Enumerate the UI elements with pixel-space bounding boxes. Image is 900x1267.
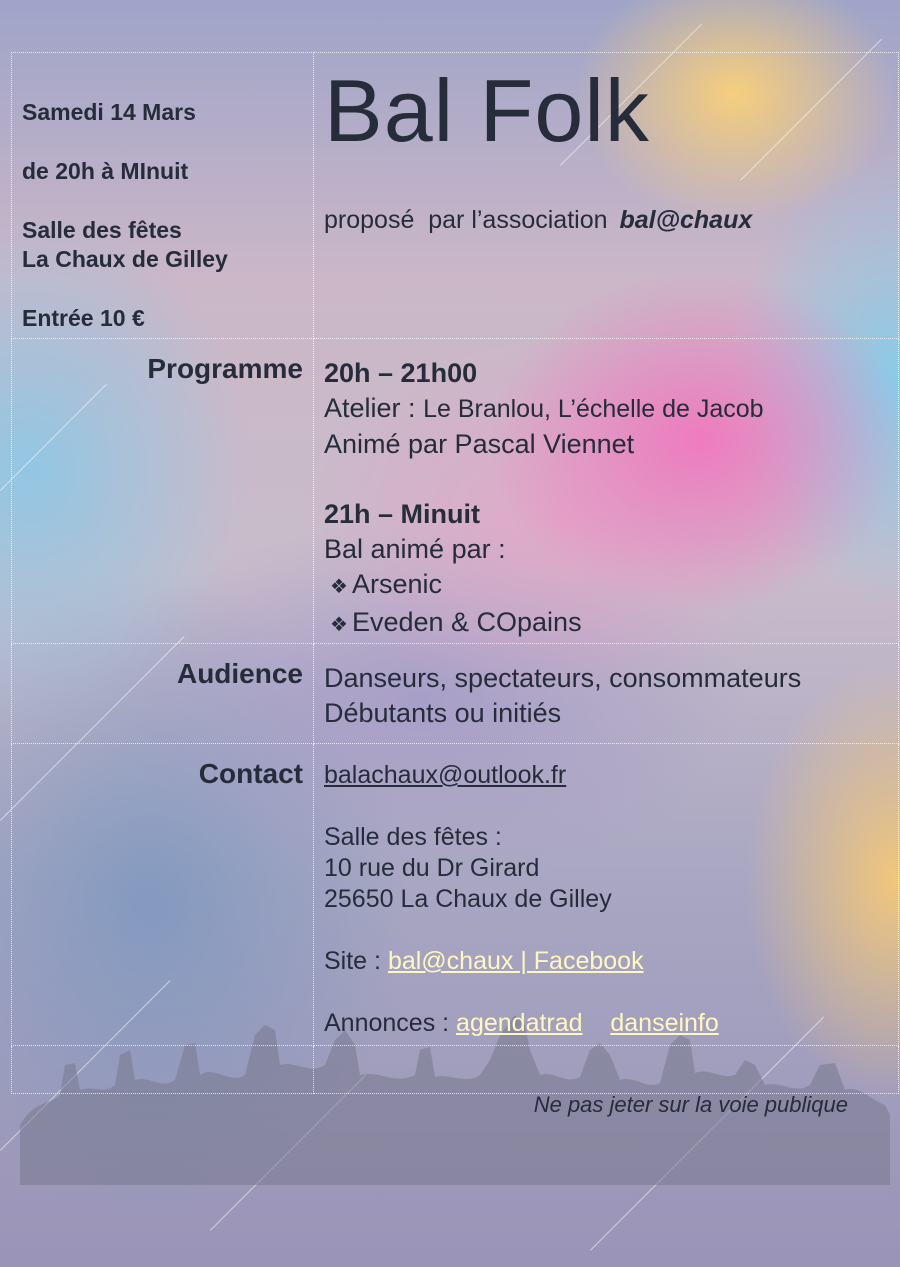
programme-slot1 [324,356,888,462]
audience-label-cell [12,644,314,744]
event-date: Samedi 14 Mars [22,99,196,125]
audience-line1: Danseurs, spectateurs, consommateurs [324,663,802,693]
slot2-intro: Bal animé par : [324,534,506,564]
audience-line2: Débutants ou initiés [324,698,562,728]
empty-cell [12,1046,314,1094]
event-time: de 20h à MInuit [22,158,189,184]
event-info-cell [12,53,314,339]
event-venue-line2: La Chaux de Gilley [22,246,228,272]
event-entry-price: Entrée 10 € [22,305,145,331]
address-city: 25650 La Chaux de Gilley [324,885,612,913]
contact-email-link[interactable]: balachaux@outlook.fr [324,761,567,789]
slot1-atelier: Atelier : Le Branlou, L’échelle de Jacob [324,393,764,423]
band-list-item: ❖ Eveden & COpains [330,607,582,637]
programme-cell [314,339,899,644]
danseinfo-link[interactable]: danseinfo [610,1009,719,1037]
contact-label: Contact [198,758,303,789]
diamond-bullet-icon: ❖ [330,614,348,636]
footer-note: Ne pas jeter sur la voie publique [533,1092,848,1117]
title-cell [314,53,899,339]
diamond-bullet-icon: ❖ [330,576,348,598]
audience-cell [314,644,899,744]
empty-cell [314,1046,899,1094]
site-line: Site : bal@chaux | Facebook [324,947,644,975]
slot1-time: 20h – 21h00 [324,358,478,388]
slot2-time: 21h – Minuit [324,499,481,529]
poster-layout-table [11,52,899,1094]
contact-label-cell [12,744,314,1046]
page-title: Bal Folk [324,61,650,160]
address-title: Salle des fêtes : [324,823,502,851]
event-venue-line1: Salle des fêtes [22,217,182,243]
annonces-line: Annonces : agendatrad danseinfo [324,1009,719,1037]
slot1-animator: Animé par Pascal Viennet [324,429,635,459]
programme-label-cell [12,339,314,644]
organizer-line [324,206,888,235]
programme-label: Programme [147,353,303,384]
band-list-item: ❖ Arsenic [330,569,442,599]
contact-cell [314,744,899,1046]
agendatrad-link[interactable]: agendatrad [456,1009,583,1037]
organizer-name: bal@chaux [619,206,753,234]
audience-label: Audience [176,658,303,689]
facebook-site-link[interactable]: bal@chaux | Facebook [387,947,644,975]
address-street: 10 rue du Dr Girard [324,854,540,882]
organizer-prefix: proposé par l’association [324,206,608,234]
programme-slot2 [324,497,888,643]
